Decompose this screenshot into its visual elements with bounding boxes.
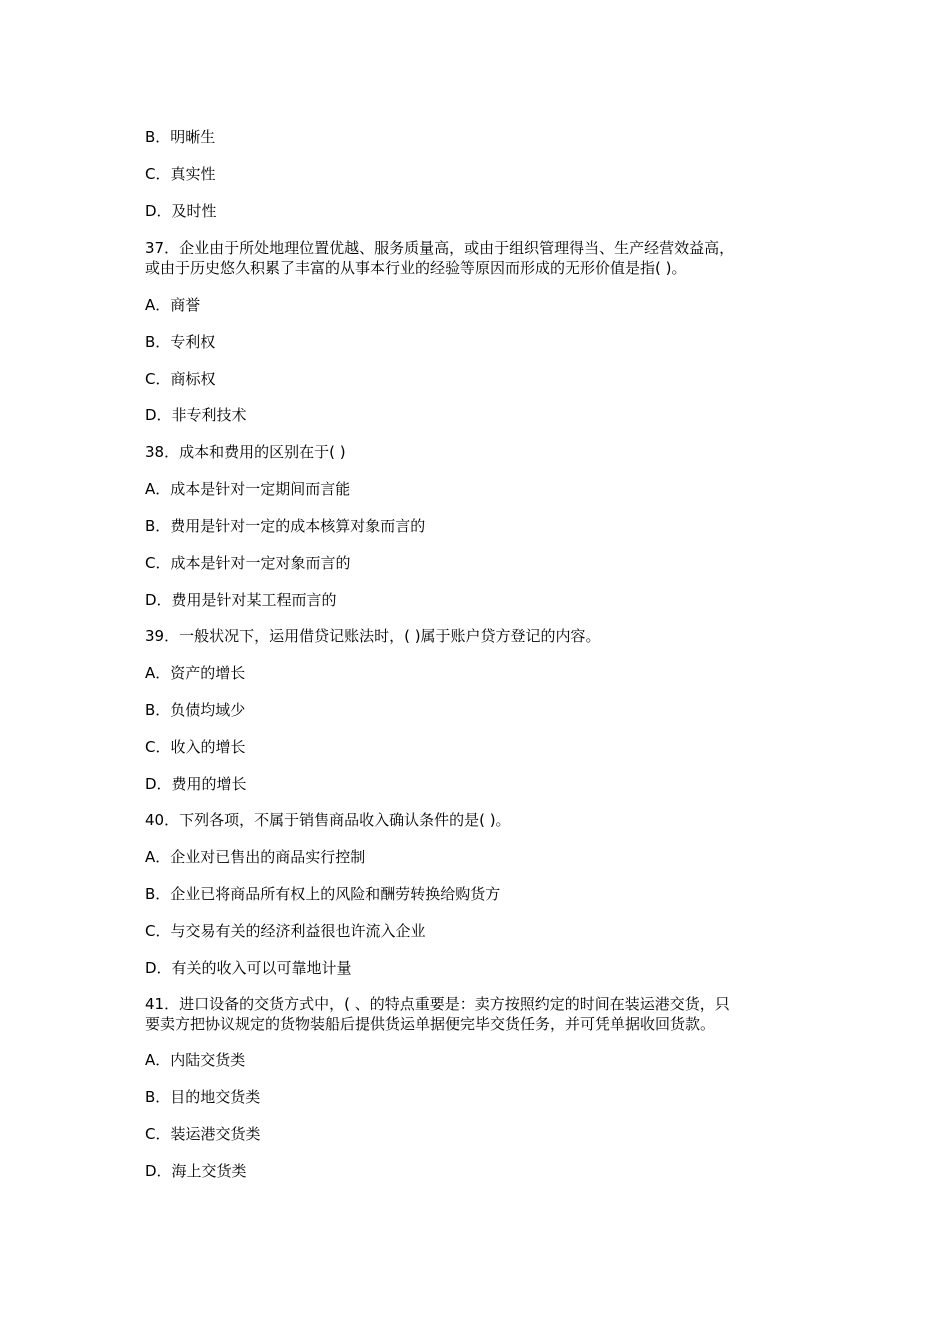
question-41-line-2: 要卖方把协议规定的货物装船后提供货运单据便完毕交货任务，并可凭单据收回货款。 — [145, 1015, 716, 1033]
question-41-line-1: 41．进口设备的交货方式中，( 、的特点重要是：卖方按照约定的时间在装运港交货，只 — [145, 995, 730, 1013]
option-37-a: A．商誉 — [145, 296, 201, 314]
option-38-b: B．费用是针对一定的成本核算对象而言的 — [145, 517, 426, 535]
option-36-c: C．真实性 — [145, 165, 216, 183]
option-41-a: A．内陆交货类 — [145, 1051, 246, 1069]
option-36-b: B．明晰生 — [145, 128, 216, 146]
option-39-c: C．收入的增长 — [145, 738, 246, 756]
option-37-c: C．商标权 — [145, 370, 216, 388]
option-36-d: D．及时性 — [145, 202, 217, 220]
option-40-d: D．有关的收入可以可靠地计量 — [145, 959, 352, 977]
option-39-b: B．负债均域少 — [145, 701, 246, 719]
question-37-line-2: 或由于历史悠久积累了丰富的从事本行业的经验等原因而形成的无形价值是指( )。 — [145, 259, 687, 277]
option-41-d: D．海上交货类 — [145, 1162, 247, 1180]
question-40: 40．下列各项，不属于销售商品收入确认条件的是( )。 — [145, 811, 511, 829]
question-39: 39．一般状况下，运用借贷记账法时，( )属于账户贷方登记的内容。 — [145, 627, 601, 645]
option-41-c: C．装运港交货类 — [145, 1125, 261, 1143]
option-41-b: B．目的地交货类 — [145, 1088, 261, 1106]
question-37-line-1: 37．企业由于所处地理位置优越、服务质量高，或由于组织管理得当、生产经营效益高， — [145, 239, 735, 257]
question-38: 38．成本和费用的区别在于( ) — [145, 443, 346, 461]
option-37-b: B．专利权 — [145, 333, 216, 351]
option-37-d: D．非专利技术 — [145, 406, 247, 424]
option-40-b: B．企业已将商品所有权上的风险和酬劳转换给购货方 — [145, 885, 501, 903]
option-40-c: C．与交易有关的经济利益很也许流入企业 — [145, 922, 426, 940]
option-39-d: D．费用的增长 — [145, 775, 247, 793]
option-38-d: D．费用是针对某工程而言的 — [145, 591, 337, 609]
option-40-a: A．企业对已售出的商品实行控制 — [145, 848, 366, 866]
option-38-c: C．成本是针对一定对象而言的 — [145, 554, 351, 572]
option-38-a: A．成本是针对一定期间而言能 — [145, 480, 351, 498]
option-39-a: A．资产的增长 — [145, 664, 246, 682]
